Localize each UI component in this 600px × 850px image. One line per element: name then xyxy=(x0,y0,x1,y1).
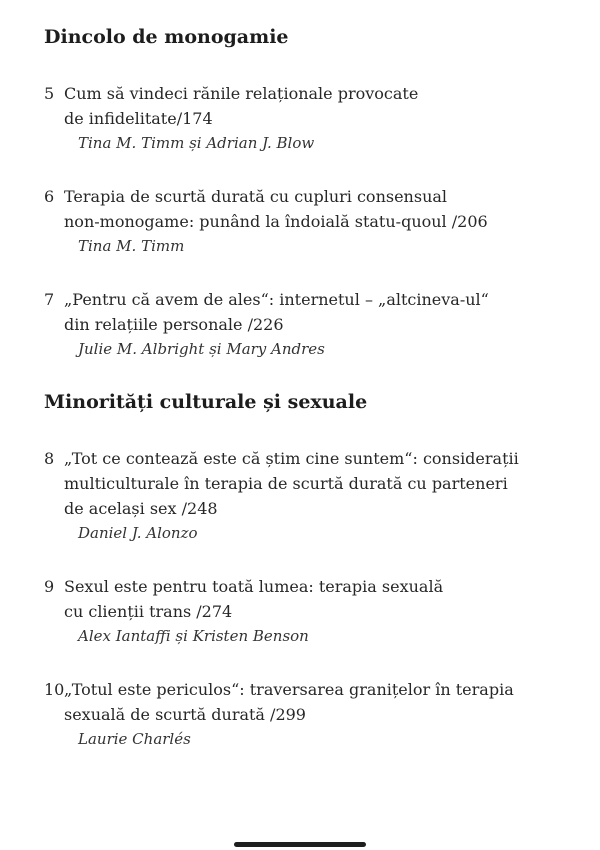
entry-title-line: „Pentru că avem de ales“: internetul – „altcineva-ul“ xyxy=(64,290,489,309)
toc-section xyxy=(44,390,570,752)
toc-entry xyxy=(44,184,570,259)
entry-title-line: cu clienții trans /274 xyxy=(64,602,233,621)
toc-entry xyxy=(44,677,570,752)
entry-title-line: de același sex /248 xyxy=(64,499,218,518)
entry-title-line: „Totul este periculos“: traversarea granițelor în terapia xyxy=(64,680,514,699)
entry-number: 9 xyxy=(44,577,55,596)
entry-title-line: „Tot ce contează este că știm cine suntem“: considerații xyxy=(64,449,519,468)
entry-title-line: Sexul este pentru toată lumea: terapia sexuală xyxy=(64,577,444,596)
entry-title-line: de infidelitate/174 xyxy=(64,109,213,128)
entry-title-line: multiculturale în terapia de scurtă durată cu parteneri xyxy=(64,474,508,493)
entry-title-line: din relațiile personale /226 xyxy=(64,315,284,334)
entry-body xyxy=(64,677,570,752)
entry-authors: Alex Iantaffi și Kristen Benson xyxy=(78,627,309,645)
entry-body xyxy=(64,446,570,546)
table-of-contents xyxy=(44,25,570,752)
entry-number: 6 xyxy=(44,187,55,206)
entry-title-line: Terapia de scurtă durată cu cupluri consensual xyxy=(64,187,448,206)
entry-title-line: Cum să vindeci rănile relaționale provocate xyxy=(64,84,419,103)
entry-authors: Daniel J. Alonzo xyxy=(78,524,198,542)
entry-body xyxy=(64,574,570,649)
toc-entry xyxy=(44,446,570,546)
home-indicator-bar[interactable] xyxy=(234,842,366,847)
entry-body xyxy=(64,81,570,156)
entry-number: 10 xyxy=(44,680,65,699)
entry-authors: Tina M. Timm și Adrian J. Blow xyxy=(78,134,315,152)
toc-entry xyxy=(44,287,570,362)
section-heading: Dincolo de monogamie xyxy=(44,26,289,48)
toc-entry xyxy=(44,81,570,156)
section-heading: Minorități culturale și sexuale xyxy=(44,391,368,413)
entry-authors: Laurie Charlés xyxy=(78,730,191,748)
entry-body xyxy=(64,287,570,362)
entry-title-line: non-monogame: punând la îndoială statu-quoul /206 xyxy=(64,212,488,231)
entry-number: 8 xyxy=(44,449,55,468)
entry-authors: Julie M. Albright și Mary Andres xyxy=(78,340,325,358)
toc-entry xyxy=(44,574,570,649)
entry-number: 7 xyxy=(44,290,55,309)
toc-section xyxy=(44,25,570,362)
entry-title-line: sexuală de scurtă durată /299 xyxy=(64,705,306,724)
entry-number: 5 xyxy=(44,84,55,103)
entry-body xyxy=(64,184,570,259)
entry-authors: Tina M. Timm xyxy=(78,237,185,255)
